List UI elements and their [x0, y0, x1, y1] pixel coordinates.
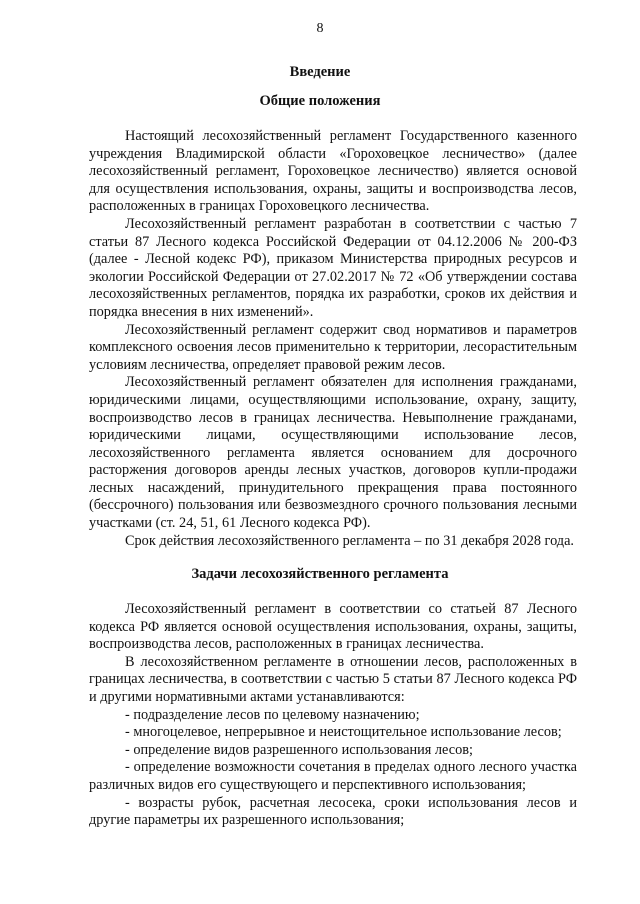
paragraph: Лесохозяйственный регламент в соответствии со статьей 87 Лесного кодекса РФ является основой осуществления использования, охраны, защиты, воспроизводства лесов, расположенных в границах лесничества.	[89, 601, 577, 653]
paragraph: Лесохозяйственный регламент обязателен для исполнения гражданами, юридическими лицами, осуществляющими использование, охрану, защиту, воспроизводство лесов в границах лесничества. Невыполнение гражданами, юридическими лицами, осуществляющими использование лесов, лесохозяйственного регламента является основанием для досрочного расторжения договоров аренды лесных участков, договоров купли-продажи лесных насаждений, принудительного прекращения права постоянного (бессрочного) пользования или безвозмездного срочного пользования лесными участками (ст. 24, 51, 61 Лесного кодекса РФ).	[89, 374, 577, 532]
general-provisions-text	[89, 128, 577, 550]
list-item: - определение видов разрешенного использования лесов;	[125, 741, 473, 758]
heading-general-provisions: Общие положения	[259, 93, 381, 109]
page-number: 8	[316, 21, 324, 36]
list-item: - определение возможности сочетания в пределах одного лесного участка различных видов его существующего и перспективного использования;	[89, 759, 577, 793]
paragraph: Лесохозяйственный регламент разработан в соответствии с частью 7 статьи 87 Лесного кодекса Российской Федерации от 04.12.2006 № 200-ФЗ (далее - Лесной кодекс РФ), приказом Министерства природных ресурсов и экологии Российской Федерации от 27.02.2017 № 72 «Об утверждении состава лесохозяйственных регламентов, порядка их разработки, сроков их действия и порядка внесения в них изменений».	[89, 215, 577, 320]
paragraph: В лесохозяйственном регламенте в отношении лесов, расположенных в границах лесничества, в соответствии с частью 5 статьи 87 Лесного кодекса РФ и другими нормативными актами устанавливаются:	[89, 653, 577, 705]
regulation-tasks-text	[89, 601, 577, 830]
list-item: - подразделение лесов по целевому назначению;	[125, 706, 420, 723]
list-item: - возрасты рубок, расчетная лесосека, сроки использования лесов и другие параметры их разрешенного использования;	[89, 794, 577, 829]
paragraph: Лесохозяйственный регламент содержит свод нормативов и параметров комплексного освоения лесов применительно к территории, лесорастительным условиям лесничества, определяет правовой режим лесов.	[89, 321, 577, 373]
list-item: - многоцелевое, непрерывное и неистощительное использование лесов;	[125, 724, 562, 741]
heading-introduction: Введение	[289, 64, 351, 80]
paragraph: Срок действия лесохозяйственного регламента – по 31 декабря 2028 года.	[125, 532, 574, 549]
heading-regulation-tasks: Задачи лесохозяйственного регламента	[191, 566, 449, 582]
paragraph: Настоящий лесохозяйственный регламент Государственного казенного учреждения Владимирской области «Гороховецкое лесничество» (далее лесохозяйственный регламент, Гороховецкое лесничество) является основой для осуществления использования, охраны, защиты и воспроизводства лесов, расположенных в границах Гороховецкого лесничества.	[89, 128, 577, 215]
